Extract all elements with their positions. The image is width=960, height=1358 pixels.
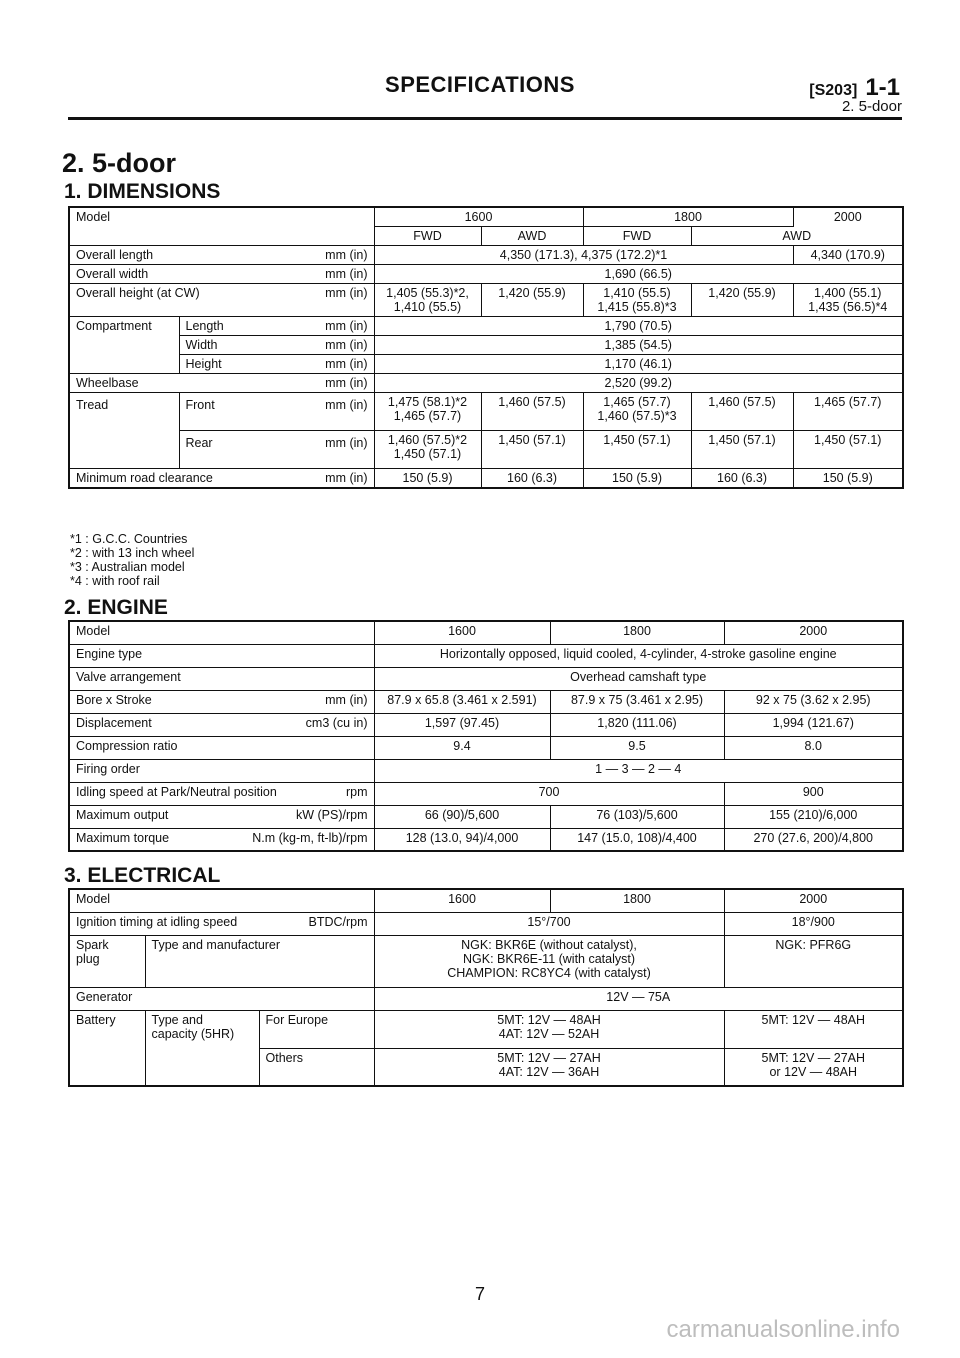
table-row: Model 1600 1800 2000 xyxy=(69,889,903,912)
dimensions-heading: 1. DIMENSIONS xyxy=(64,180,221,203)
table-row: Spark plug Type and manufacturer NGK: BKR6E (without catalyst), NGK: BKR6E-11 (with catalyst) CHAMPION: RC8YC4 (with catalyst) NGK: PFR6G xyxy=(69,935,903,987)
engine-table xyxy=(68,620,904,852)
table-row: Maximum torque N.m (kg-m, ft-lb)/rpm 128 (13.0, 94)/4,000 147 (15.0, 108)/4,400 270 (27.6, 200)/4,800 xyxy=(69,828,903,851)
table-row: Tread Front mm (in) 1,475 (58.1)*2 1,465 (57.7) 1,460 (57.5) 1,465 (57.7) 1,460 (57.5)*3 1,460 (57.5) 1,465 (57.7) xyxy=(69,393,903,431)
section-code: [S203] 1-1 xyxy=(809,74,900,101)
footnotes: *1 : G.C.C. Countries *2 : with 13 inch wheel *3 : Australian model *4 : with roof rail xyxy=(70,532,195,588)
table-row: Wheelbase mm (in) 2,520 (99.2) xyxy=(69,374,903,393)
table-row: Others 5MT: 12V — 27AH 4AT: 12V — 36AH 5MT: 12V — 27AH or 12V — 48AH xyxy=(69,1048,903,1086)
page-number: 7 xyxy=(474,1284,485,1304)
table-row: Compartment Length mm (in) 1,790 (70.5) xyxy=(69,317,903,336)
table-row: Overall width mm (in) 1,690 (66.5) xyxy=(69,265,903,284)
table-row: Maximum output kW (PS)/rpm 66 (90)/5,600 76 (103)/5,600 155 (210)/6,000 xyxy=(69,805,903,828)
page-title: SPECIFICATIONS xyxy=(385,72,575,97)
table-row: FWD AWD FWD AWD xyxy=(69,227,903,246)
table-row: Model 1600 1800 2000 xyxy=(69,621,903,644)
table-row: Engine type Horizontally opposed, liquid cooled, 4-cylinder, 4-stroke gasoline engine xyxy=(69,644,903,667)
electrical-table xyxy=(68,888,904,1087)
table-row: Battery Type and capacity (5HR) For Europe 5MT: 12V — 48AH 4AT: 12V — 52AH 5MT: 12V — 48AH xyxy=(69,1010,903,1048)
table-row: Generator 12V — 75A xyxy=(69,987,903,1010)
header-rule xyxy=(68,117,902,120)
engine-heading: 2. ENGINE xyxy=(64,596,168,619)
table-row: Rear mm (in) 1,460 (57.5)*2 1,450 (57.1) 1,450 (57.1) 1,450 (57.1) 1,450 (57.1) 1,450 (57.1) xyxy=(69,431,903,469)
dimensions-table xyxy=(68,206,904,489)
header-subtitle: 2. 5-door xyxy=(841,98,902,115)
table-row: Width mm (in) 1,385 (54.5) xyxy=(69,336,903,355)
table-row: Minimum road clearance mm (in) 150 (5.9) 160 (6.3) 150 (5.9) 160 (6.3) 150 (5.9) xyxy=(69,469,903,489)
table-row: Compression ratio 9.4 9.5 8.0 xyxy=(69,736,903,759)
table-row: Bore x Stroke mm (in) 87.9 x 65.8 (3.461 x 2.591) 87.9 x 75 (3.461 x 2.95) 92 x 75 (3.62 x 2.95) xyxy=(69,690,903,713)
table-row: Height mm (in) 1,170 (46.1) xyxy=(69,355,903,374)
table-row: Displacement cm3 (cu in) 1,597 (97.45) 1,820 (111.06) 1,994 (121.67) xyxy=(69,713,903,736)
table-row: Ignition timing at idling speed BTDC/rpm 15°/700 18°/900 xyxy=(69,912,903,935)
table-row: Model 1600 1800 2000 xyxy=(69,207,903,227)
electrical-heading: 3. ELECTRICAL xyxy=(64,864,221,887)
main-heading: 2. 5-door xyxy=(62,148,177,178)
table-row: Idling speed at Park/Neutral position rpm 700 900 xyxy=(69,782,903,805)
watermark: carmanualsonline.info xyxy=(666,1316,900,1343)
table-row: Firing order 1 — 3 — 2 — 4 xyxy=(69,759,903,782)
table-row: Valve arrangement Overhead camshaft type xyxy=(69,667,903,690)
table-row: Overall height (at CW) mm (in) 1,405 (55.3)*2, 1,410 (55.5) 1,420 (55.9) 1,410 (55.5) 1,415 (55.8)*3 1,420 (55.9) 1,400 (55.1) 1,435 (56.5)*4 xyxy=(69,284,903,317)
table-row: Overall length mm (in) 4,350 (171.3), 4,375 (172.2)*1 4,340 (170.9) xyxy=(69,246,903,265)
